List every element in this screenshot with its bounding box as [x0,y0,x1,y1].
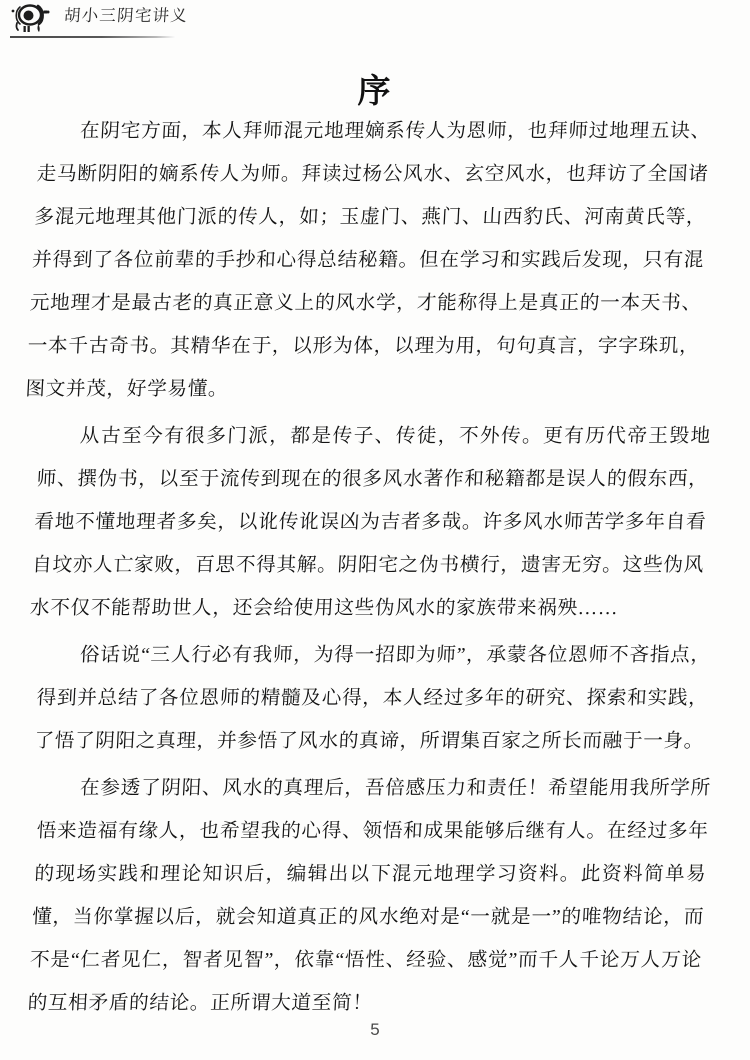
document-body [24,110,712,1025]
ink-brush-seal-icon [8,2,56,36]
running-header-content [8,2,188,36]
paragraph: 从古至今有很多门派，都是传子、传徒，不外传。更有历代帝王毁地师、撰伪书，以至于流传到现在的很多风水著作和秘籍都是误人的假东西，看地不懂地理者多矣，以讹传讹误凶为吉者多哉。许多风水师苦学多年自看自坟亦人亡家败，百思不得其解。阴阳宅之伪书横行，遗害无穷。这些伪风水不仅不能帮助世人，还会给使用这些伪风水的家族带来祸殃…… [29,426,712,619]
running-header [0,0,750,46]
header-divider [10,36,176,38]
paragraph: 在参透了阴阳、风水的真理后，吾倍感压力和责任！希望能用我所学所悟来造福有缘人，也希望我的心得、领悟和成果能够后继有人。在经过多年的现场实践和理论知识后，编辑出以下混元地理学习资料。此资料简单易懂，当你掌握以后，就会知道真正的风水绝对是“一就是一”的唯物结论，而不是“仁者见仁，智者见智”，依靠“悟性、经验、感觉”而千人千论万人万论的互相矛盾的结论。正所谓大道至简！ [27,778,712,1014]
paragraph: 俗话说“三人行必有我师，为得一招即为师”，承蒙各位恩师不吝指点，得到并总结了各位恩师的精髓及心得，本人经过多年的研究、探索和实践，了悟了阴阳之真理，并参悟了风水的真谛，所谓集百家之所长而融于一身。 [33,645,712,752]
running-header-title: 胡小三阴宅讲义 [63,6,189,25]
page-number: 5 [370,1020,380,1039]
page-title: 序 [357,74,393,111]
paragraph: 在阴宅方面，本人拜师混元地理嫡系传人为恩师，也拜师过地理五诀、走马断阴阳的嫡系传人为师。拜读过杨公风水、玄空风水，也拜访了全国诸多混元地理其他门派的传人，如；玉虚门、燕门、山西豹氏、河南黄氏等，并得到了各位前辈的手抄和心得总结秘籍。但在学习和实践后发现，只有混元地理才是最古老的真正意义上的风水学，才能称得上是真正的一本天书、一本千古奇书。其精华在于，以形为体，以理为用，句句真言，字字珠玑，图文并茂，好学易懂。 [24,121,712,400]
